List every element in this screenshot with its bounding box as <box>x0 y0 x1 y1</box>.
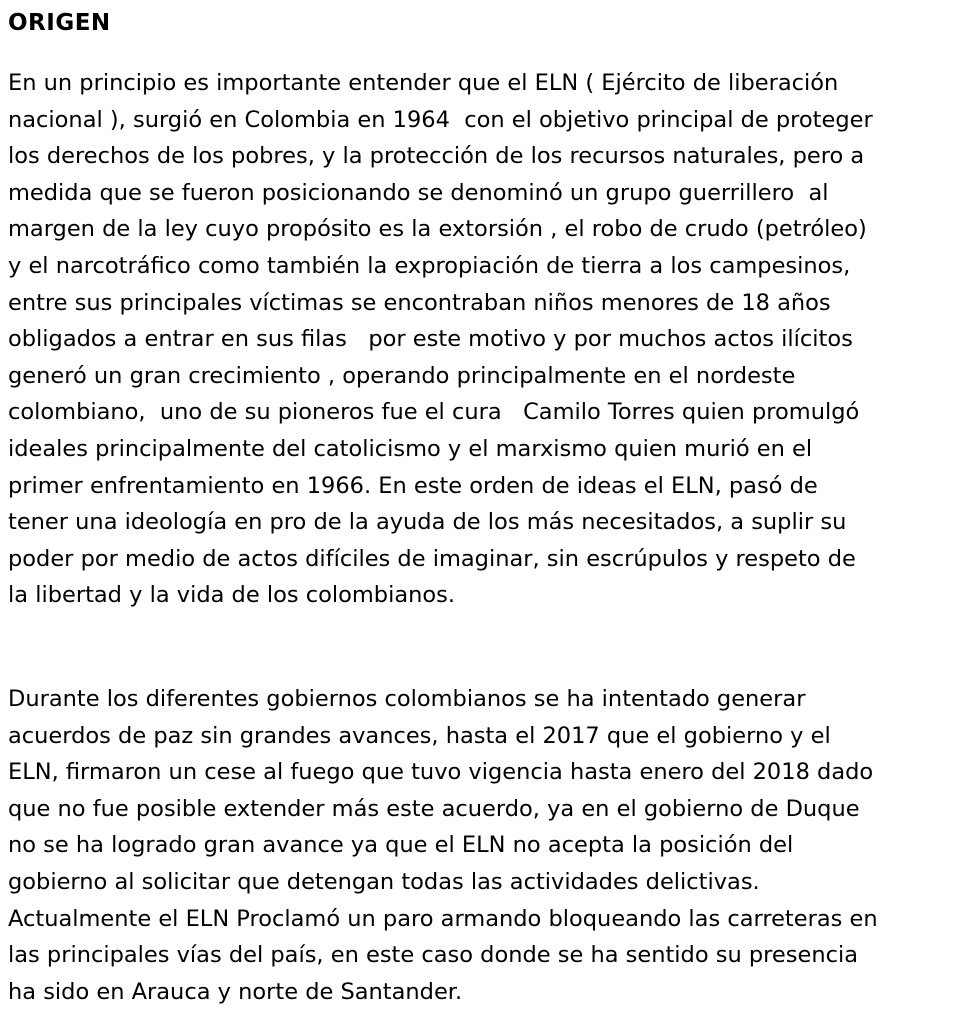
text-line: acuerdos de paz sin grandes avances, hasta el 2017 que el gobierno y el <box>8 722 831 749</box>
text-line: que no fue posible extender más este acuerdo, ya en el gobierno de Duque <box>8 795 860 822</box>
text-line: entre sus principales víctimas se encontraban niños menores de 18 años <box>8 289 831 316</box>
text-line: la libertad y la vida de los colombianos. <box>8 582 456 609</box>
paragraph-peace-talks <box>8 681 958 1010</box>
text-line: no se ha logrado gran avance ya que el ELN no acepta la posición del <box>8 832 794 859</box>
section-title: ORIGEN <box>8 10 111 36</box>
text-line: medida que se fueron posicionando se denominó un grupo guerrillero al <box>8 179 829 206</box>
text-line: colombiano, uno de su pioneros fue el cura Camilo Torres quien promulgó <box>8 399 860 426</box>
text-line: ideales principalmente del catolicismo y el marxismo quien murió en el <box>8 435 813 462</box>
text-line: primer enfrentamiento en 1966. En este orden de ideas el ELN, pasó de <box>8 472 818 499</box>
text-line: gobierno al solicitar que detengan todas las actividades delictivas. <box>8 868 760 895</box>
text-line: generó un gran crecimiento , operando principalmente en el nordeste <box>8 362 796 389</box>
text-line: En un principio es importante entender que el ELN ( Ejército de liberación <box>8 70 839 96</box>
paragraph-origin <box>8 65 958 614</box>
text-line: y el narcotráfico como también la expropiación de tierra a los campesinos, <box>8 252 851 279</box>
text-line: margen de la ley cuyo propósito es la extorsión , el robo de crudo (petróleo) <box>8 216 867 243</box>
text-line: las principales vías del país, en este caso donde se ha sentido su presencia <box>8 942 859 969</box>
text-line: Actualmente el ELN Proclamó un paro armando bloqueando las carreteras en <box>8 905 878 932</box>
text-line: tener una ideología en pro de la ayuda de los más necesitados, a suplir su <box>8 509 847 536</box>
text-line: ELN, firmaron un cese al fuego que tuvo vigencia hasta enero del 2018 dado <box>8 759 874 786</box>
text-line: poder por medio de actos difíciles de imaginar, sin escrúpulos y respeto de <box>8 545 856 572</box>
text-line: obligados a entrar en sus filas por este motivo y por muchos actos ilícitos <box>8 326 853 353</box>
text-line: los derechos de los pobres, y la protección de los recursos naturales, pero a <box>8 143 865 170</box>
text-line: nacional ), surgió en Colombia en 1964 con el objetivo principal de proteger <box>8 106 873 133</box>
text-line: ha sido en Arauca y norte de Santander. <box>8 978 463 1005</box>
text-line: Durante los diferentes gobiernos colombianos se ha intentado generar <box>8 686 806 712</box>
